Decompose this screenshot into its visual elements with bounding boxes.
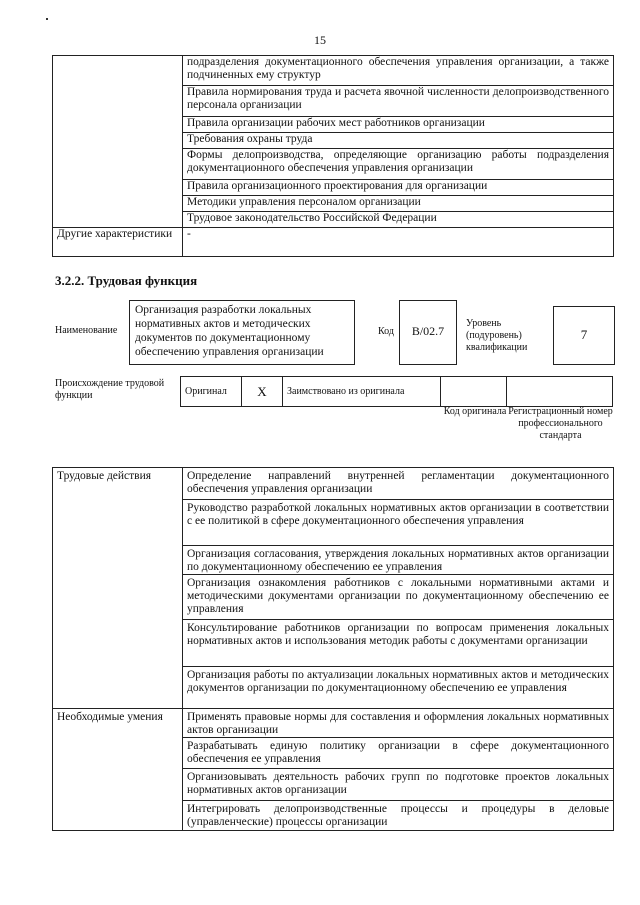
- level-label: Уровень (подуровень) квалификации: [466, 318, 528, 353]
- function-name-box: [129, 300, 355, 365]
- top-table-row: Правила нормирования труда и расчета явочной численности делопроизводственного персонала организации: [183, 86, 614, 117]
- labor-action-item: Организация согласования, утверждения локальных нормативных актов организации по документационному обеспечению ее управления: [183, 546, 614, 575]
- other-characteristics-label: Другие характеристики: [53, 228, 183, 257]
- scan-dot: [46, 18, 48, 20]
- top-table-row: Требования охраны труда: [183, 133, 614, 149]
- page-number: 15: [314, 33, 326, 47]
- level-value: 7: [580, 327, 588, 342]
- top-table-row: Правила организационного проектирования для организации: [183, 180, 614, 196]
- top-table-row: Формы делопроизводства, определяющие организацию работы подразделения документационного обеспечения управления организации: [183, 149, 614, 180]
- origin-code-cell: [441, 377, 507, 407]
- labor-actions-table: [52, 467, 614, 831]
- top-table-row: Трудовое законодательство Российской Федерации: [183, 212, 614, 228]
- labor-action-item: Организация ознакомления работников с локальными нормативными актами и методическими документами организации по документационному обеспечению ее управления: [183, 575, 614, 620]
- origin-label: Происхождение трудовой функции: [55, 378, 165, 401]
- labor-action-item: Определение направлений внутренней регламентации документационного обеспечения управления организации: [183, 468, 614, 500]
- origin-table: [180, 376, 613, 407]
- labor-action-item: Руководство разработкой локальных нормативных актов организации в соответствии с ее политикой в сфере документационного обеспечения управления: [183, 500, 614, 546]
- skill-item: Интегрировать делопроизводственные процессы и процедуры в деловые (управленческие) процессы организации: [183, 801, 614, 831]
- origin-reg-cell: [507, 377, 613, 407]
- labor-action-item: Организация работы по актуализации локальных нормативных актов и методических документов организации по документационному обеспечению ее управления: [183, 667, 614, 709]
- function-name-value: Организация разработки локальных нормативных актов и методических документов по документационному обеспечению управления организации: [135, 304, 324, 358]
- code-label: Код: [378, 326, 394, 337]
- reg-number-caption: Регистрационный номер профессионального стандарта: [508, 406, 613, 441]
- labor-actions-label: Трудовые действия: [53, 468, 183, 709]
- skill-item: Применять правовые нормы для составления и оформления локальных нормативных актов организации: [183, 709, 614, 738]
- level-box: [553, 306, 615, 365]
- origin-borrowed: Заимствовано из оригинала: [283, 377, 441, 407]
- name-label: Наименование: [55, 325, 118, 336]
- top-table: [52, 55, 614, 257]
- skill-item: Организовывать деятельность рабочих групп по подготовке проектов локальных нормативных актов организации: [183, 769, 614, 801]
- other-characteristics-value: -: [183, 228, 614, 257]
- labor-action-item: Консультирование работников организации по вопросам применения локальных нормативных актов и использования методик работы с документами организации: [183, 620, 614, 667]
- top-table-label-cell: [53, 56, 183, 228]
- code-original-caption: Код оригинала: [443, 406, 507, 417]
- origin-mark: X: [242, 377, 283, 407]
- top-table-row: Правила организации рабочих мест работников организации: [183, 117, 614, 133]
- origin-original: Оригинал: [181, 377, 242, 407]
- code-box: [399, 300, 457, 365]
- code-value: B/02.7: [411, 324, 445, 338]
- top-table-row: подразделения документационного обеспечения управления организации, а также подчиненных ему структур: [183, 56, 614, 86]
- top-table-row: Методики управления персоналом организации: [183, 196, 614, 212]
- skill-item: Разрабатывать единую политику организации в сфере документационного обеспечения ее управления: [183, 738, 614, 769]
- section-title: 3.2.2. Трудовая функция: [55, 273, 198, 288]
- required-skills-label: Необходимые умения: [53, 709, 183, 831]
